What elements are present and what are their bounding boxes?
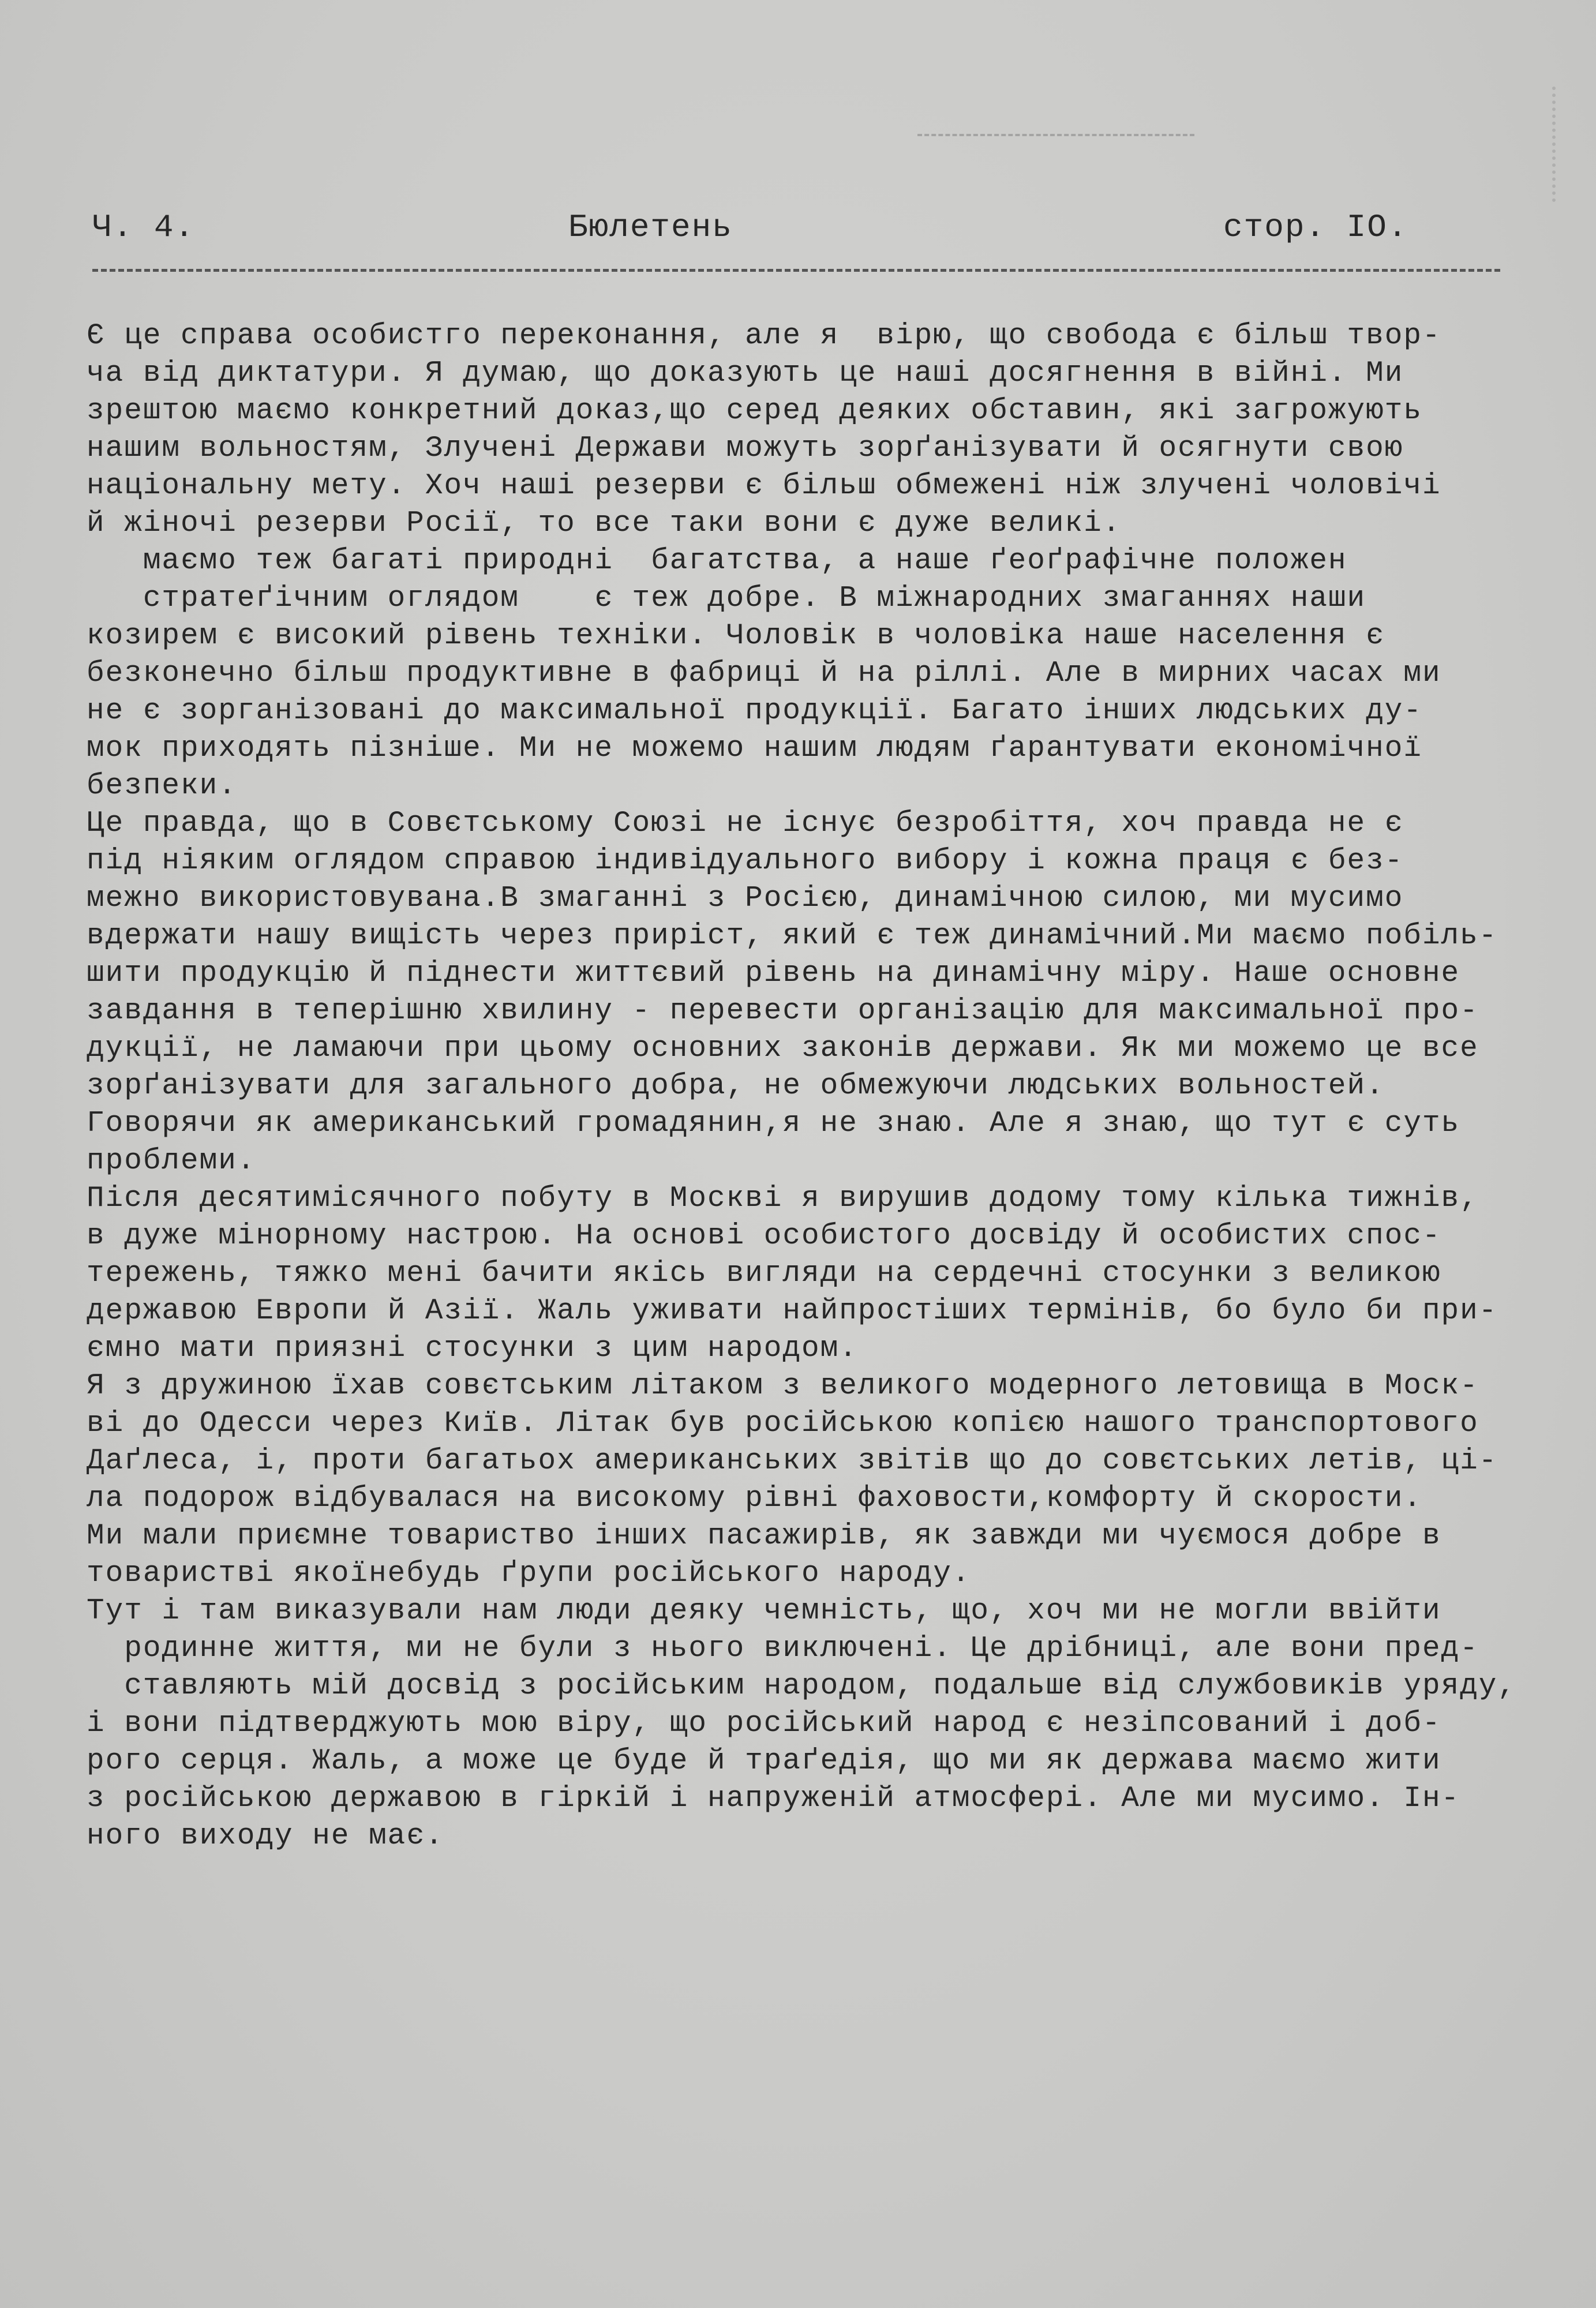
text-line: в дуже мінорному настрою. На основі особистого досвіду й особистих спос- [87,1220,1441,1253]
text-line: козирем є високий рівень техніки. Чоловік в чоловіка наше населення є [87,620,1385,653]
text-line: ставляють мій досвід з російським народом, подальше від службовиків уряду, [87,1670,1516,1703]
page-header [92,209,1500,255]
text-line: шити продукцію й піднести життєвий рівень на динамічну міру. Наше основне [87,957,1460,990]
text-line: безконечно більш продуктивне в фабриці й на ріллі. Але в мирних часах ми [87,657,1441,690]
text-line: завдання в теперішню хвилину - перевести організацію для максимальної про- [87,995,1479,1028]
issue-number: Ч. 4. [92,209,196,246]
text-line: тережень, тяжко мені бачити якісь вигляди на сердечні стосунки з великою [87,1257,1441,1290]
header-rule [92,269,1500,272]
text-line: не є зорганізовані до максимальної продукції. Багато інших людських ду- [87,695,1422,728]
text-line: проблеми. [87,1145,256,1178]
edge-marks [1552,87,1561,202]
text-line: Даґлеса, і, проти багатьох американських звітів що до совєтських летів, ці- [87,1445,1498,1478]
text-line: стратеґічним оглядом є теж добре. В міжнародних змаганнях наши [87,582,1366,615]
bulletin-title: Бюлетень [568,209,733,246]
text-line: під ніяким оглядом справою індивідуального вибору і кожна праця є без- [87,845,1404,878]
text-line: мок приходять пізніше. Ми не можемо нашим людям ґарантувати економічної [87,732,1422,765]
text-line: Ми мали приємне товариство інших пасажирів, як завжди ми чуємося добре в [87,1520,1441,1553]
text-line: й жіночі резерви Росії, то все таки вони є дуже великі. [87,507,1122,540]
text-line: маємо теж багаті природні багатства, а наше ґеоґрафічне положен [87,545,1347,578]
text-line: вдержати нашу вищість через приріст, який є теж динамічний.Ми маємо побіль- [87,920,1498,953]
text-line: родинне життя, ми не були з нього виключені. Це дрібниці, але вони пред- [87,1632,1479,1665]
text-line: національну мету. Хоч наші резерви є більш обмежені ніж злучені чоловічі [87,470,1441,503]
text-line: і вони підтверджують мою віру, що російський народ є незіпсований і доб- [87,1707,1441,1740]
text-line: Це правда, що в Совєтському Союзі не існує безробіття, хоч правда не є [87,807,1404,840]
text-line: рого серця. Жаль, а може це буде й траґедія, що ми як держава маємо жити [87,1745,1441,1778]
text-line: Після десятимісячного побуту в Москві я вирушив додому тому кілька тижнів, [87,1182,1479,1215]
text-line: зрештою маємо конкретний доказ,що серед деяких обставин, які загрожують [87,395,1422,428]
text-line: товаристві якоїнебудь ґрупи російського народу. [87,1557,971,1590]
text-line: ємно мати приязні стосунки з цим народом. [87,1332,858,1365]
text-line: з російською державою в гіркій і напруженій атмосфері. Але ми мусимо. Ін- [87,1782,1460,1815]
text-line: зорґанізувати для загального добра, не обмежуючи людських вольностей. [87,1070,1385,1103]
text-line: безпеки. [87,770,237,803]
text-line: Є це справа особистго переконання, але я вірю, що свобода є більш твор- [87,320,1441,353]
text-line: дукції, не ламаючи при цьому основних законів держави. Як ми можемо це все [87,1032,1479,1065]
top-smudge [917,134,1194,142]
text-line: Говорячи як американський громадянин,я не знаю. Але я знаю, що тут є суть [87,1107,1460,1140]
text-line: межно використовувана.В змаганні з Росією, динамічною силою, ми мусимо [87,882,1404,915]
text-line: ного виходу не має. [87,1820,444,1853]
text-line: державою Европи й Азії. Жаль уживати найпростіших термінів, бо було би при- [87,1295,1498,1328]
text-line: Я з дружиною їхав совєтським літаком з великого модерного летовища в Моск- [87,1370,1479,1403]
text-line: ві до Одесси через Київ. Літак був російською копією нашого транспортового [87,1407,1479,1440]
text-line: ла подорож відбувалася на високому рівні фаховости,комфорту й скорости. [87,1482,1422,1515]
text-line: Тут і там виказували нам люди деяку чемність, що, хоч ми не могли ввійти [87,1595,1441,1628]
text-line: ча від диктатури. Я думаю, що доказують це наші досягнення в війні. Ми [87,357,1404,390]
body-text [87,317,1552,1855]
page-number: стор. IO. [1223,209,1408,246]
text-line: нашим вольностям, Злучені Держави можуть зорґанізувати й осягнути свою [87,432,1404,465]
